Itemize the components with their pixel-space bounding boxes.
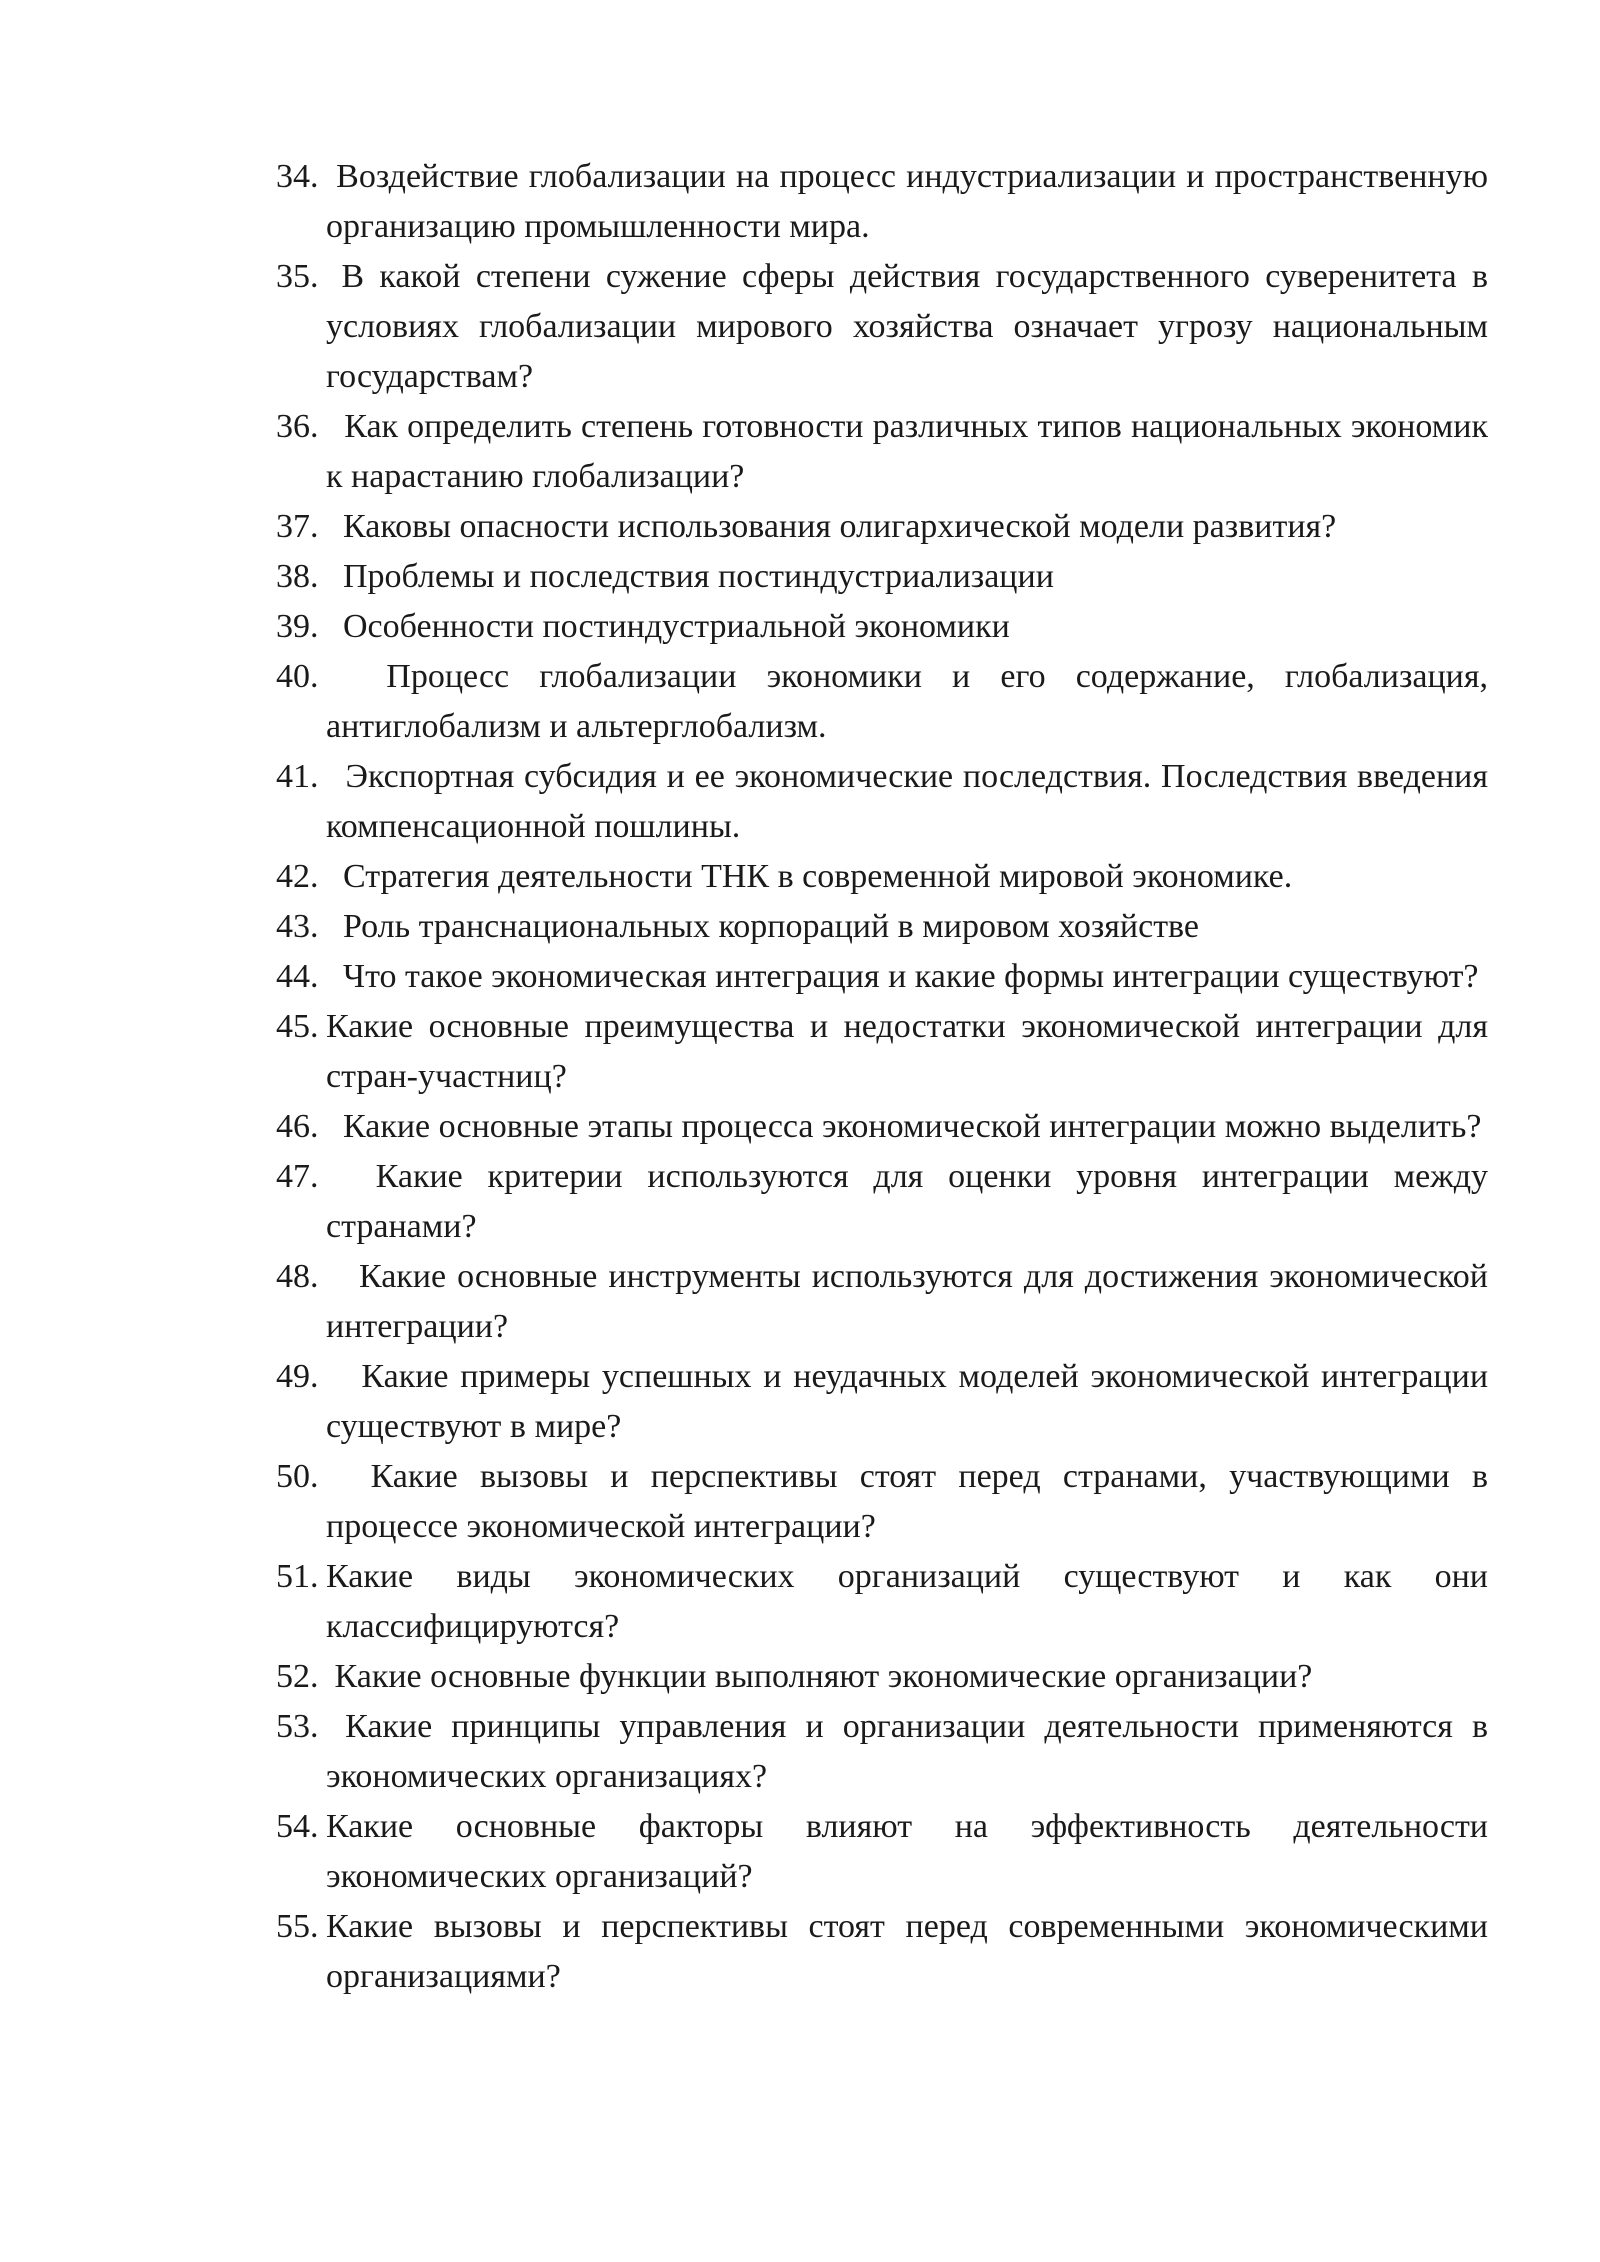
- question-number: 49.: [276, 1358, 319, 1395]
- list-item: [276, 502, 1488, 552]
- question-number: 52.: [276, 1658, 319, 1695]
- question-text: Экспортная субсидия и ее экономические последствия. Последствия введения компенсационной пошлины.: [326, 758, 1497, 845]
- list-item: [276, 1702, 1497, 1802]
- list-item: [276, 1102, 1488, 1152]
- list-item: [276, 252, 1497, 402]
- question-number: 43.: [276, 908, 319, 945]
- question-text: Какие виды экономических организаций существуют и как они классифицируются?: [326, 1558, 1497, 1645]
- question-number: 44.: [276, 958, 319, 995]
- list-item: [276, 1552, 1497, 1652]
- list-item: [276, 952, 1488, 1002]
- question-number: 41.: [276, 758, 319, 795]
- question-text: Стратегия деятельности ТНК в современной мировой экономике.: [326, 858, 1293, 895]
- list-item: [276, 152, 1497, 252]
- question-text: Что такое экономическая интеграция и какие формы интеграции существуют?: [326, 958, 1479, 995]
- list-item: [276, 402, 1497, 502]
- question-number: 42.: [276, 858, 319, 895]
- question-text: В какой степени сужение сферы действия государственного суверенитета в условиях глобализации мирового хозяйства означает угрозу национальным государствам?: [326, 258, 1497, 395]
- question-text: Каковы опасности использования олигархической модели развития?: [326, 508, 1337, 545]
- question-number: 45.: [276, 1008, 319, 1045]
- list-item: [276, 1452, 1497, 1552]
- question-number: 55.: [276, 1908, 319, 1945]
- list-item: [276, 1002, 1497, 1102]
- list-item: [276, 902, 1488, 952]
- question-number: 47.: [276, 1158, 319, 1195]
- question-list: [276, 152, 1497, 2002]
- question-number: 38.: [276, 558, 319, 595]
- question-text: Какие вызовы и перспективы стоят перед странами, участвующими в процессе экономической интеграции?: [326, 1458, 1497, 1545]
- list-item: [276, 602, 1488, 652]
- list-item: [276, 1352, 1497, 1452]
- question-number: 35.: [276, 258, 319, 295]
- question-text: Какие основные факторы влияют на эффективность деятельности экономических организаций?: [326, 1808, 1497, 1895]
- list-item: [276, 852, 1488, 902]
- question-text: Воздействие глобализации на процесс индустриализации и пространственную организацию промышленности мира.: [326, 158, 1497, 245]
- list-item: [276, 1152, 1497, 1252]
- question-text: Какие критерии используются для оценки уровня интеграции между странами?: [326, 1158, 1497, 1245]
- question-number: 40.: [276, 658, 319, 695]
- question-number: 34.: [276, 158, 319, 195]
- question-text: Какие основные этапы процесса экономической интеграции можно выделить?: [326, 1108, 1482, 1145]
- question-text: Особенности постиндустриальной экономики: [326, 608, 1010, 645]
- question-number: 51.: [276, 1558, 319, 1595]
- question-text: Какие основные инструменты используются для достижения экономической интеграции?: [326, 1258, 1497, 1345]
- question-text: Проблемы и последствия постиндустриализации: [326, 558, 1054, 595]
- question-number: 36.: [276, 408, 319, 445]
- list-item: [276, 1802, 1497, 1902]
- question-number: 54.: [276, 1808, 319, 1845]
- question-text: Процесс глобализации экономики и его содержание, глобализация, антиглобализм и альтерглобализм.: [326, 658, 1497, 745]
- question-number: 37.: [276, 508, 319, 545]
- question-number: 53.: [276, 1708, 319, 1745]
- list-item: [276, 552, 1488, 602]
- question-text: Какие основные функции выполняют экономические организации?: [326, 1658, 1313, 1695]
- question-text: Какие принципы управления и организации деятельности применяются в экономических организациях?: [326, 1708, 1497, 1795]
- question-text: Какие основные преимущества и недостатки экономической интеграции для стран-участниц?: [326, 1008, 1497, 1095]
- question-number: 48.: [276, 1258, 319, 1295]
- question-text: Какие вызовы и перспективы стоят перед современными экономическими организациями?: [326, 1908, 1497, 1995]
- question-number: 46.: [276, 1108, 319, 1145]
- list-item: [276, 1652, 1488, 1702]
- question-number: 39.: [276, 608, 319, 645]
- question-text: Роль транснациональных корпораций в мировом хозяйстве: [326, 908, 1199, 945]
- question-text: Как определить степень готовности различных типов национальных экономик к нарастанию глобализации?: [326, 408, 1497, 495]
- list-item: [276, 752, 1497, 852]
- question-number: 50.: [276, 1458, 319, 1495]
- list-item: [276, 1252, 1497, 1352]
- list-item: [276, 1902, 1497, 2002]
- question-text: Какие примеры успешных и неудачных моделей экономической интеграции существуют в мире?: [326, 1358, 1497, 1445]
- list-item: [276, 652, 1497, 752]
